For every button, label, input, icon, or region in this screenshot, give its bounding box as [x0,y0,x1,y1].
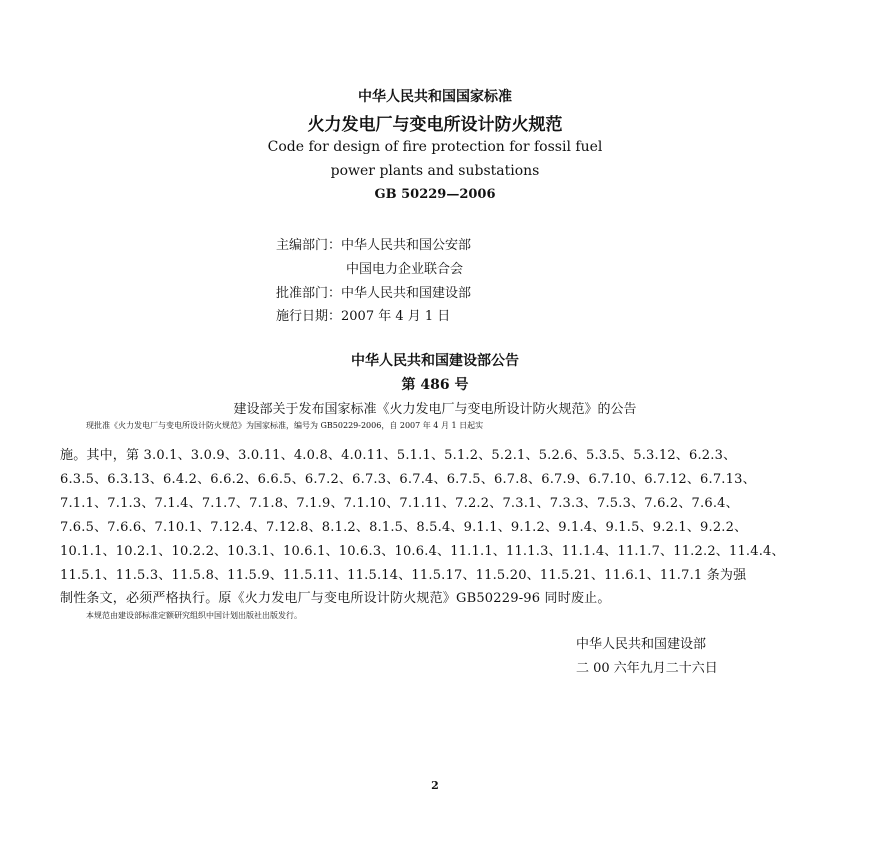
approval-row [276,282,471,301]
notice-body-line: 制性条文，必须严格执行。原《火力发电厂与变电所设计防火规范》GB50229-96 同时废止。 [60,591,611,606]
effective-date-value: 2007 年 4 月 1 日 [341,309,451,324]
effective-date-label: 施行日期： [276,309,342,324]
standard-code: GB 50229—2006 [374,187,496,202]
national-standard-heading: 中华人民共和国国家标准 [358,89,512,105]
document-title-en-line1: Code for design of fire protection for fossil fuel [267,139,603,155]
notice-heading: 中华人民共和国建设部公告 [351,353,519,369]
approval-label: 批准部门： [276,286,342,301]
notice-number: 第 486 号 [401,377,469,393]
chief-editor-value-2: 中国电力企业联合会 [346,262,464,277]
notice-body-line: 10.1.1、10.2.1、10.2.2、10.3.1、10.6.1、10.6.3、10.6.4、11.1.1、11.1.3、11.1.4、11.1.7、11.2.2、11.4.4、 [60,544,785,559]
notice-body-line: 施。其中，第 3.0.1、3.0.9、3.0.11、4.0.8、4.0.11、5.1.1、5.1.2、5.2.1、5.2.6、5.3.5、5.3.12、6.2.3、 [60,448,737,463]
notice-body-line: 7.6.5、7.6.6、7.10.1、7.12.4、7.12.8、8.1.2、8.1.5、8.5.4、9.1.1、9.1.2、9.1.4、9.1.5、9.2.1、9.2.2、 [60,520,748,535]
notice-subject: 建设部关于发布国家标准《火力发电厂与变电所设计防火规范》的公告 [233,402,637,417]
notice-body-line: 本规范由建设部标准定额研究组织中国计划出版社出版发行。 [86,611,302,620]
approval-value: 中华人民共和国建设部 [341,286,472,301]
document-title-cn: 火力发电厂与变电所设计防火规范 [307,115,563,135]
signature-date: 二 00 六年九月二十六日 [576,661,718,676]
notice-body-line: 7.1.1、7.1.3、7.1.4、7.1.7、7.1.8、7.1.9、7.1.10、7.1.11、7.2.2、7.3.1、7.3.3、7.5.3、7.6.2、7.6.4、 [60,496,739,511]
page-number: 2 [431,779,439,792]
chief-editor-value: 中华人民共和国公安部 [341,238,472,253]
signature-organization: 中华人民共和国建设部 [576,637,707,652]
effective-date-row [276,305,450,324]
notice-body-line: 现批准《火力发电厂与变电所设计防火规范》为国家标准，编号为 GB50229-2006，自 2007 年 4 月 1 日起实 [86,421,484,430]
chief-editor-row [276,234,471,253]
notice-body-line: 11.5.1、11.5.3、11.5.8、11.5.9、11.5.11、11.5.14、11.5.17、11.5.20、11.5.21、11.6.1、11.7.1 条为强 [60,568,747,583]
document-title-en-line2: power plants and substations [330,163,540,179]
notice-body-line: 6.3.5、6.3.13、6.4.2、6.6.2、6.6.5、6.7.2、6.7.3、6.7.4、6.7.5、6.7.8、6.7.9、6.7.10、6.7.12、6.7.13、 [60,472,756,487]
chief-editor-label: 主编部门： [276,238,342,253]
